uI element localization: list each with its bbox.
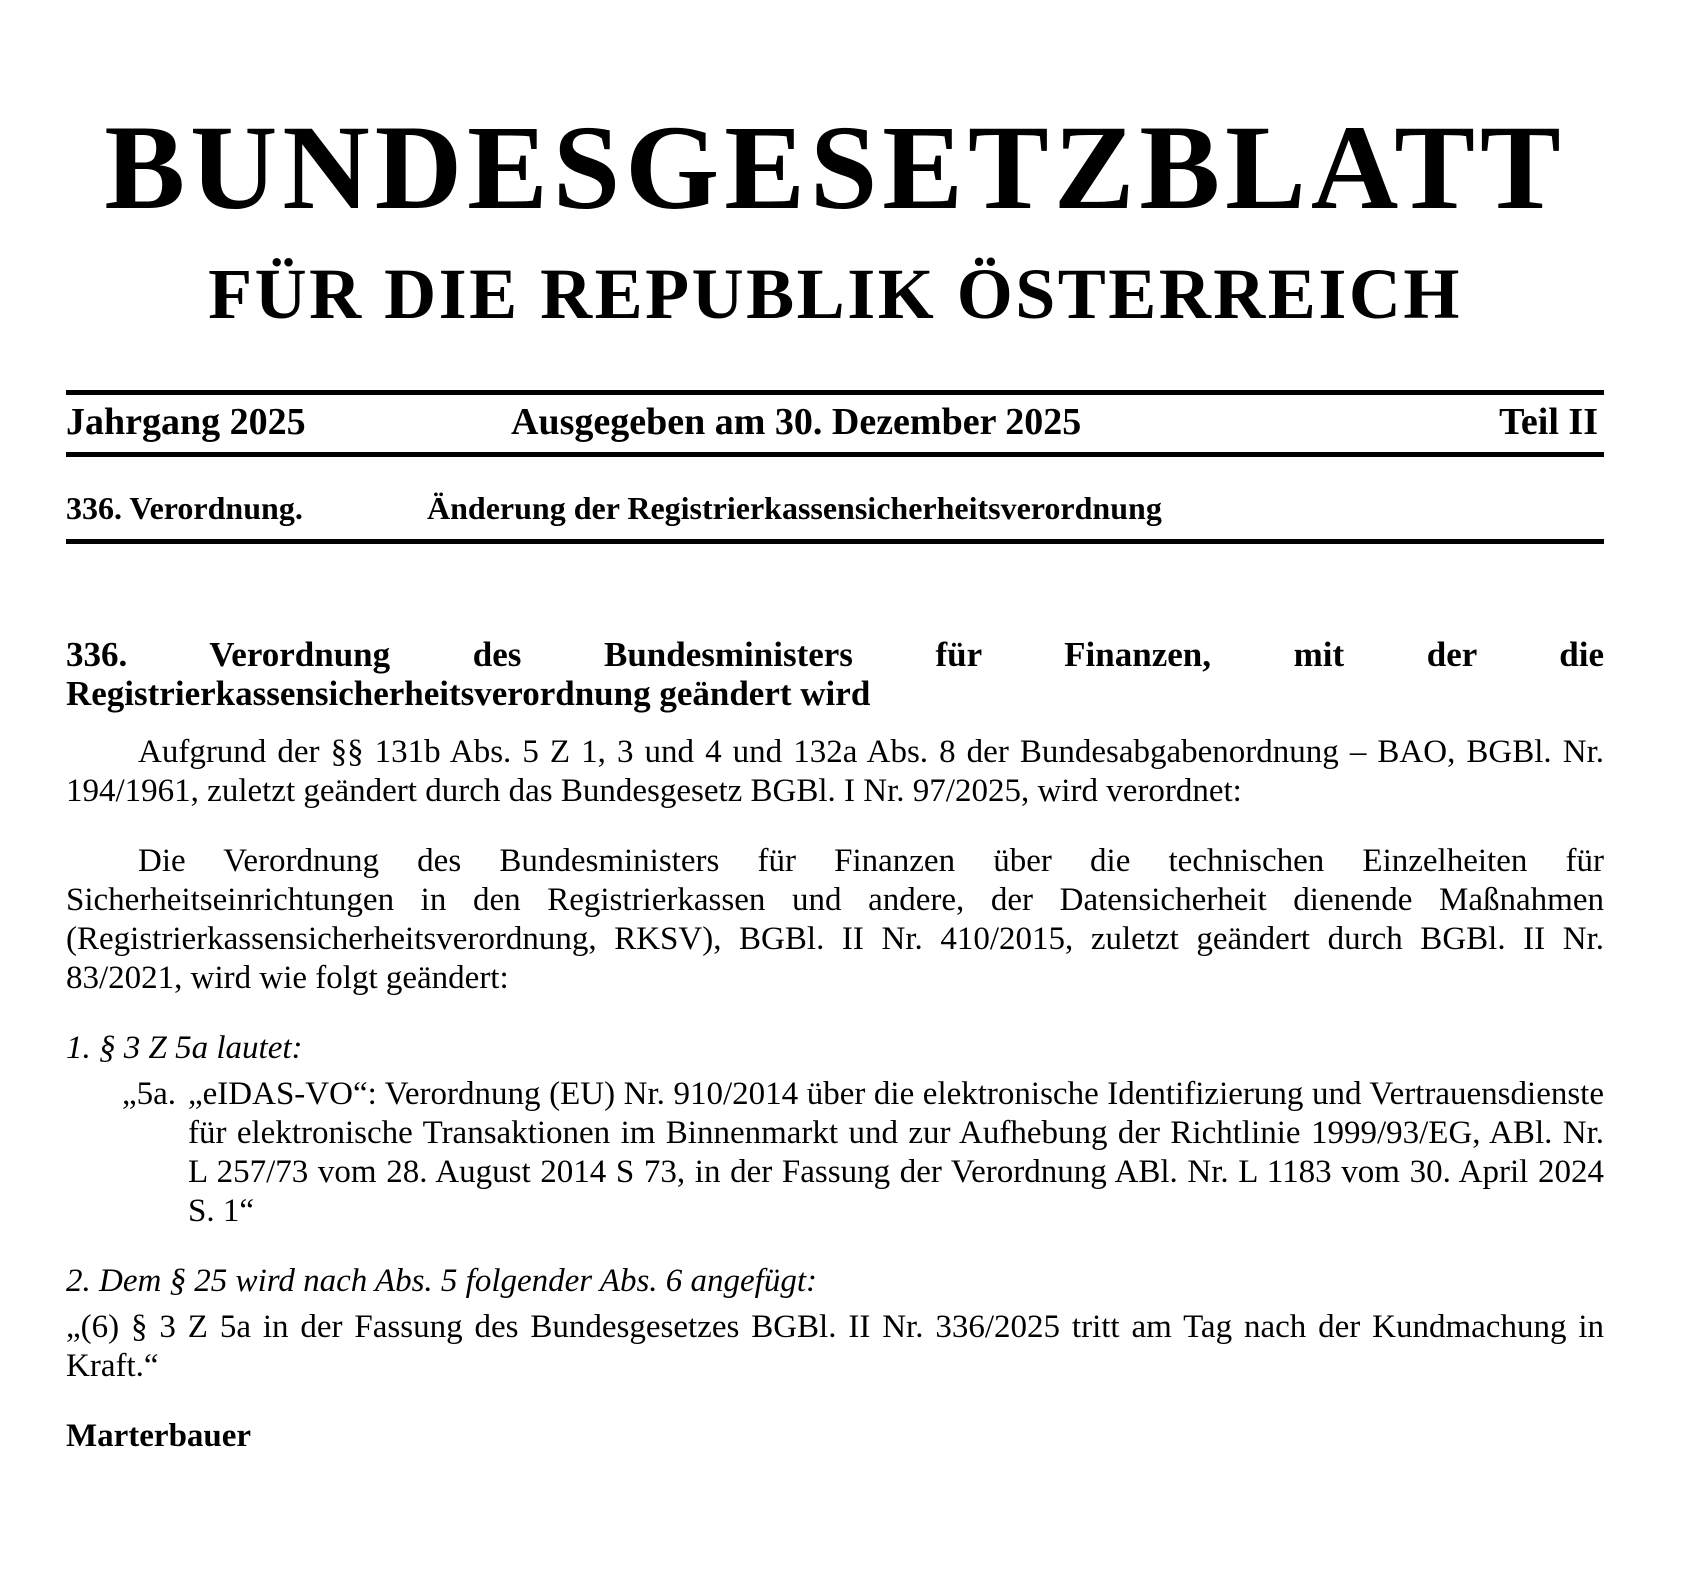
issue-part: Teil II — [1499, 401, 1598, 443]
toc-number: 336. Verordnung. — [66, 490, 303, 526]
toc-title: Änderung der Registrierkassensicherheitsverordnung — [427, 490, 1162, 526]
amendment-1-label: 1. § 3 Z 5a lautet: — [66, 1030, 303, 1066]
divider — [66, 390, 1604, 395]
issue-date: Ausgegeben am 30. Dezember 2025 — [511, 401, 1082, 443]
heading-line-2: Registrierkassensicherheitsverordnung geändert wird — [66, 674, 871, 713]
issue-year: Jahrgang 2025 — [66, 401, 306, 443]
issue-header — [66, 398, 1604, 446]
intro-paragraph: Die Verordnung des Bundesministers für Finanzen über die technischen Einzelheiten für Sicherheitseinrichtungen in den Registrierkassen und andere, der Datensicherheit dienende Maßnahmen (Registrierkassensicherheitsverordnung, RKSV), BGBl. II Nr. 410/2015, zuletzt geändert durch BGBl. II Nr. 83/2021, wird wie folgt geändert: — [66, 843, 1604, 996]
amendment-2-text: „(6) § 3 Z 5a in der Fassung des Bundesgesetzes BGBl. II Nr. 336/2025 tritt am Tag nach der Kundmachung in Kraft.“ — [66, 1309, 1604, 1384]
heading-line-1: 336. Verordnung des Bundesministers für Finanzen, mit der die — [66, 635, 1604, 674]
amendment-1-body: „eIDAS-VO“: Verordnung (EU) Nr. 910/2014 über die elektronische Identifizierung und Vertrauensdienste für elektronische Transaktionen im Binnenmarkt und zur Aufhebung der Richtlinie 1999/93/EG, ABl. Nr. L 257/73 vom 28. August 2014 S 73, in der Fassung der Verordnung ABl. Nr. L 1183 vom 30. April 2024 S. 1“ — [188, 1076, 1604, 1229]
ordinance-heading — [66, 635, 1604, 713]
signature: Marterbauer — [66, 1418, 252, 1454]
amendment-2-label: 2. Dem § 25 wird nach Abs. 5 folgender Abs. 6 angefügt: — [66, 1263, 818, 1299]
masthead-subtitle: FÜR DIE REPUBLIK ÖSTERREICH — [208, 254, 1462, 334]
amendment-1-text — [122, 1075, 1604, 1231]
toc-entry — [66, 488, 1604, 528]
preamble-paragraph: Aufgrund der §§ 131b Abs. 5 Z 1, 3 und 4 und 132a Abs. 8 der Bundesabgabenordnung – BAO, BGBl. Nr. 194/1961, zuletzt geändert durch das Bundesgesetz BGBl. I Nr. 97/2025, wird verordnet: — [66, 734, 1604, 809]
amendment-1-number: „5a. — [122, 1076, 177, 1112]
document-body — [66, 635, 1604, 1489]
divider — [66, 539, 1604, 544]
masthead-title: BUNDESGESETZBLATT — [104, 101, 1566, 235]
divider — [66, 452, 1604, 457]
